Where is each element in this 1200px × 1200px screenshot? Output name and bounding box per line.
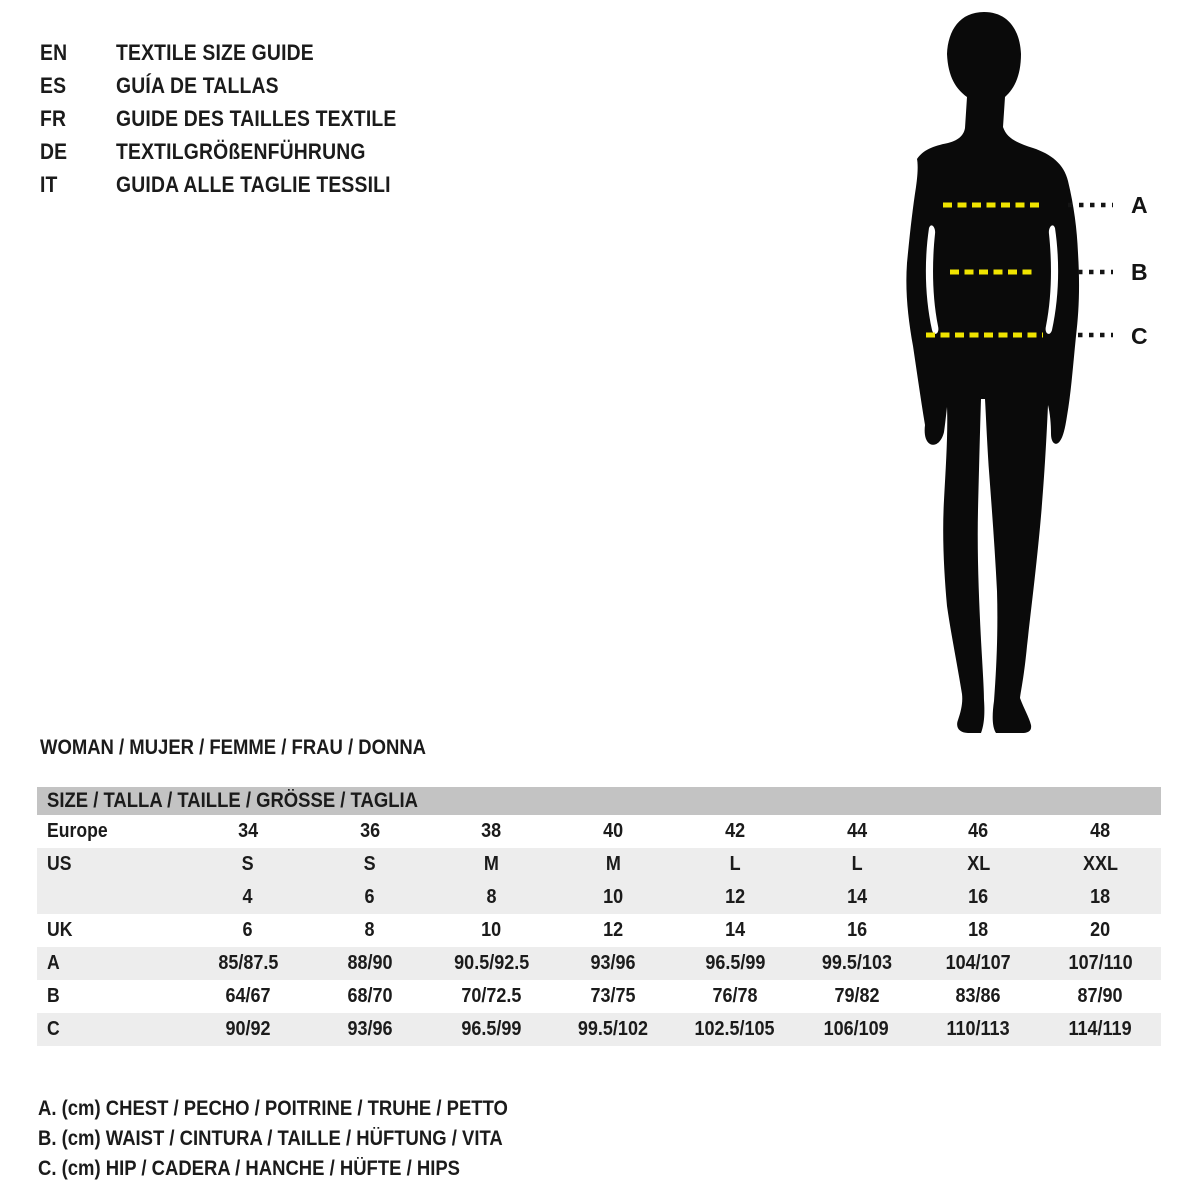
- row-label: C: [47, 1018, 60, 1040]
- size-cell: 48: [1090, 820, 1111, 842]
- language-guide-block: [40, 36, 435, 201]
- size-table-rows: [37, 815, 1161, 1046]
- table-row: [37, 848, 1161, 881]
- size-cell: 87/90: [1077, 985, 1123, 1007]
- size-cell: XL: [966, 853, 990, 875]
- waist-label: B: [1131, 259, 1148, 285]
- size-cell: 73/75: [590, 985, 636, 1007]
- measure-legend: [38, 1094, 572, 1184]
- size-cell: 79/82: [834, 985, 880, 1007]
- woman-silhouette: [906, 12, 1079, 733]
- size-cell: L: [851, 853, 863, 875]
- measurement-figure: [880, 0, 1200, 745]
- chest-label: A: [1131, 192, 1148, 218]
- size-cell: S: [363, 853, 376, 875]
- table-row: [37, 947, 1161, 980]
- legend-waist: B. (cm) WAIST / CINTURA / TAILLE / HÜFTUNG / VITA: [38, 1127, 503, 1150]
- size-cell: 99.5/103: [821, 952, 892, 974]
- size-cell: 8: [486, 886, 497, 908]
- size-cell: 114/119: [1068, 1018, 1132, 1040]
- size-cell: 34: [237, 820, 258, 842]
- gender-title: WOMAN / MUJER / FEMME / FRAU / DONNA: [40, 736, 427, 759]
- table-row: [37, 881, 1161, 914]
- size-cell: 107/110: [1068, 952, 1133, 974]
- lang-row-es: [40, 69, 435, 102]
- row-label: Europe: [47, 820, 108, 842]
- size-cell: 10: [603, 886, 624, 908]
- size-cell: 18: [1090, 886, 1111, 908]
- size-cell: 68/70: [347, 985, 393, 1007]
- size-cell: 64/67: [225, 985, 271, 1007]
- size-cell: 70/72.5: [461, 985, 522, 1007]
- size-cell: M: [483, 853, 499, 875]
- size-cell: XXL: [1082, 853, 1118, 875]
- size-cell: 96.5/99: [461, 1018, 522, 1040]
- size-cell: 88/90: [347, 952, 393, 974]
- size-cell: 46: [968, 820, 989, 842]
- lang-code-de: DE: [40, 138, 68, 164]
- table-row: [37, 815, 1161, 848]
- lang-title-de: TEXTILGRÖßENFÜHRUNG: [116, 138, 366, 164]
- size-cell: 14: [846, 886, 867, 908]
- size-cell: 90.5/92.5: [453, 952, 529, 974]
- size-cell: 8: [364, 919, 375, 941]
- size-cell: 40: [603, 820, 624, 842]
- size-cell: 6: [242, 919, 253, 941]
- size-cell: M: [605, 853, 621, 875]
- size-cell: 96.5/99: [704, 952, 765, 974]
- lang-code-en: EN: [40, 39, 68, 65]
- measurement-figure-svg: [880, 0, 1200, 745]
- lang-row-en: [40, 36, 435, 69]
- size-cell: 18: [968, 919, 989, 941]
- size-cell: 6: [364, 886, 375, 908]
- lang-row-it: [40, 168, 435, 201]
- hip-label: C: [1131, 323, 1148, 349]
- size-cell: 10: [481, 919, 502, 941]
- size-cell: 99.5/102: [578, 1018, 649, 1040]
- lang-row-de: [40, 135, 435, 168]
- legend-chest: A. (cm) CHEST / PECHO / POITRINE / TRUHE / PETTO: [38, 1097, 508, 1120]
- lang-title-es: GUÍA DE TALLAS: [116, 72, 279, 98]
- row-label: UK: [47, 919, 73, 941]
- size-cell: 12: [603, 919, 624, 941]
- lang-title-fr: GUIDE DES TAILLES TEXTILE: [116, 105, 397, 131]
- size-cell: 12: [724, 886, 745, 908]
- table-row: [37, 914, 1161, 947]
- size-cell: 76/78: [712, 985, 758, 1007]
- table-row: [37, 1013, 1161, 1046]
- size-cell: 16: [968, 886, 989, 908]
- size-cell: 90/92: [225, 1018, 271, 1040]
- size-cell: S: [241, 853, 254, 875]
- size-table: [37, 787, 1161, 1046]
- size-cell: 36: [359, 820, 380, 842]
- row-label: [37, 886, 187, 909]
- size-cell: 110/113: [946, 1018, 1010, 1040]
- size-cell: 93/96: [590, 952, 636, 974]
- size-cell: 14: [724, 919, 745, 941]
- size-cell: 104/107: [945, 952, 1011, 974]
- size-cell: 102.5/105: [694, 1018, 775, 1040]
- lang-code-it: IT: [40, 171, 58, 197]
- row-label: B: [47, 985, 60, 1007]
- size-cell: 44: [846, 820, 867, 842]
- lang-code-es: ES: [40, 72, 67, 98]
- lang-title-en: TEXTILE SIZE GUIDE: [116, 39, 314, 65]
- lang-code-fr: FR: [40, 105, 67, 131]
- lang-row-fr: [40, 102, 435, 135]
- size-cell: 93/96: [347, 1018, 393, 1040]
- row-label: US: [47, 853, 72, 875]
- lang-title-it: GUIDA ALLE TAGLIE TESSILI: [116, 171, 391, 197]
- size-table-header: SIZE / TALLA / TAILLE / GRÖSSE / TAGLIA: [37, 787, 1161, 815]
- size-cell: 16: [846, 919, 867, 941]
- table-row: [37, 980, 1161, 1013]
- row-label: A: [47, 952, 60, 974]
- size-cell: 106/109: [824, 1018, 890, 1040]
- size-cell: 83/86: [955, 985, 1001, 1007]
- size-cell: L: [729, 853, 741, 875]
- legend-hip: C. (cm) HIP / CADERA / HANCHE / HÜFTE / HIPS: [38, 1157, 461, 1180]
- size-cell: 85/87.5: [217, 952, 278, 974]
- size-cell: 4: [242, 886, 253, 908]
- size-cell: 42: [724, 820, 745, 842]
- size-cell: 20: [1090, 919, 1111, 941]
- size-cell: 38: [481, 820, 502, 842]
